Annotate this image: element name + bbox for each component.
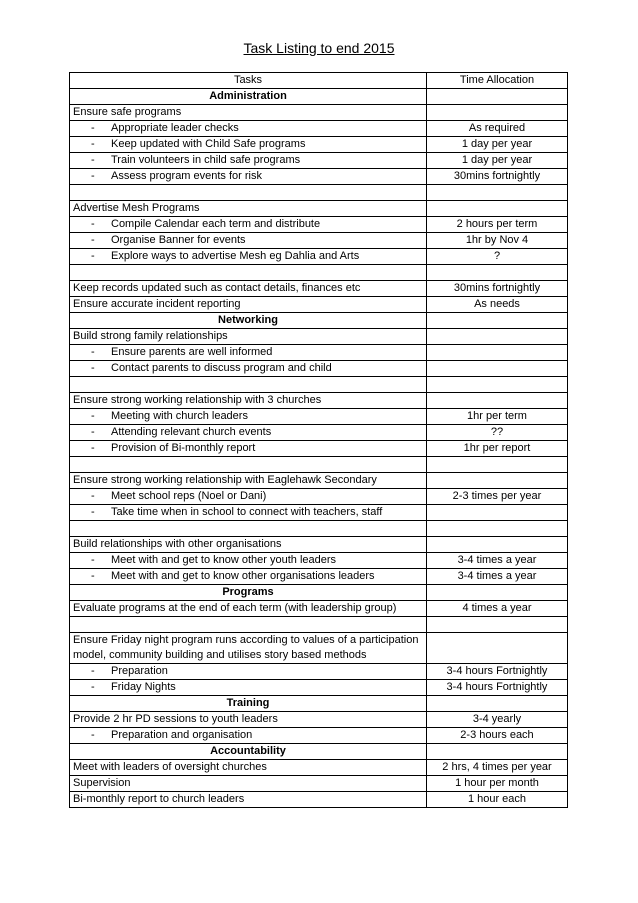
- blank-row: [70, 185, 568, 201]
- time-allocation-cell: [427, 329, 568, 345]
- task-cell: Supervision: [70, 776, 427, 792]
- time-allocation-cell: [427, 457, 568, 473]
- time-allocation-cell: [427, 377, 568, 393]
- task-cell: [70, 617, 427, 633]
- time-allocation-cell: As needs: [427, 297, 568, 313]
- task-cell: [70, 153, 427, 169]
- bullet-dash: -: [91, 346, 95, 358]
- bullet-dash: -: [91, 234, 95, 246]
- task-cell: [70, 249, 427, 265]
- task-text: Assess program events for risk: [111, 170, 262, 182]
- time-allocation-cell: [427, 537, 568, 553]
- task-text: Take time when in school to connect with teachers, staff: [111, 506, 383, 518]
- task-text: Appropriate leader checks: [111, 122, 239, 134]
- table-row: [70, 153, 568, 169]
- time-allocation-cell: 3-4 yearly: [427, 712, 568, 728]
- task-cell: Evaluate programs at the end of each term (with leadership group): [70, 601, 427, 617]
- time-allocation-cell: 4 times a year: [427, 601, 568, 617]
- section-row: [70, 696, 568, 712]
- section-heading: Training: [70, 696, 427, 712]
- time-allocation-cell: 3-4 times a year: [427, 569, 568, 585]
- table-row: [70, 201, 568, 217]
- task-text: Provision of Bi-monthly report: [111, 442, 256, 454]
- bullet-dash: -: [91, 570, 95, 582]
- table-row: [70, 249, 568, 265]
- table-row: [70, 137, 568, 153]
- table-header-row: [70, 73, 568, 89]
- task-cell: Ensure Friday night program runs according to values of a participation model, community building and utilises story based methods: [70, 633, 427, 664]
- task-text: Attending relevant church events: [111, 426, 272, 438]
- time-allocation-cell: As required: [427, 121, 568, 137]
- task-text: Keep updated with Child Safe programs: [111, 138, 306, 150]
- task-text: Meet school reps (Noel or Dani): [111, 490, 267, 502]
- time-allocation-cell: 1hr per term: [427, 409, 568, 425]
- task-cell: [70, 441, 427, 457]
- time-allocation-cell: 2-3 hours each: [427, 728, 568, 744]
- blank-row: [70, 617, 568, 633]
- table-row: [70, 776, 568, 792]
- time-allocation-cell: [427, 89, 568, 105]
- table-row: [70, 601, 568, 617]
- section-row: [70, 313, 568, 329]
- table-row: [70, 169, 568, 185]
- time-allocation-cell: [427, 313, 568, 329]
- task-cell: [70, 489, 427, 505]
- table-row: [70, 425, 568, 441]
- page-title: Task Listing to end 2015: [243, 40, 395, 56]
- task-text: Meet with and get to know other organisations leaders: [111, 570, 375, 582]
- bullet-dash: -: [91, 170, 95, 182]
- bullet-dash: -: [91, 362, 95, 374]
- time-allocation-cell: [427, 201, 568, 217]
- task-cell: [70, 217, 427, 233]
- bullet-dash: -: [91, 506, 95, 518]
- table-row: [70, 105, 568, 121]
- time-allocation-cell: 30mins fortnightly: [427, 169, 568, 185]
- task-cell: Meet with leaders of oversight churches: [70, 760, 427, 776]
- table-row: [70, 121, 568, 137]
- task-cell: [70, 728, 427, 744]
- time-allocation-cell: ?: [427, 249, 568, 265]
- task-text: Preparation: [111, 665, 168, 677]
- section-heading: Programs: [70, 585, 427, 601]
- bullet-dash: -: [91, 250, 95, 262]
- time-allocation-cell: 2 hrs, 4 times per year: [427, 760, 568, 776]
- time-allocation-cell: [427, 744, 568, 760]
- table-row: [70, 393, 568, 409]
- bullet-dash: -: [91, 138, 95, 150]
- task-text: Train volunteers in child safe programs: [111, 154, 301, 166]
- time-allocation-cell: 2-3 times per year: [427, 489, 568, 505]
- time-allocation-cell: 1 hour each: [427, 792, 568, 808]
- time-allocation-cell: 1 day per year: [427, 153, 568, 169]
- table-row: [70, 505, 568, 521]
- time-allocation-cell: [427, 521, 568, 537]
- time-allocation-cell: 30mins fortnightly: [427, 281, 568, 297]
- table-row: [70, 553, 568, 569]
- table-row: [70, 664, 568, 680]
- bullet-dash: -: [91, 554, 95, 566]
- task-cell: Build strong family relationships: [70, 329, 427, 345]
- time-allocation-cell: 1hr by Nov 4: [427, 233, 568, 249]
- bullet-dash: -: [91, 442, 95, 454]
- time-allocation-cell: 3-4 hours Fortnightly: [427, 680, 568, 696]
- task-text: Ensure parents are well informed: [111, 346, 273, 358]
- time-allocation-cell: 3-4 times a year: [427, 553, 568, 569]
- task-cell: Ensure strong working relationship with 3 churches: [70, 393, 427, 409]
- table-row: [70, 297, 568, 313]
- bullet-dash: -: [91, 426, 95, 438]
- task-text: Meeting with church leaders: [111, 410, 248, 422]
- time-allocation-cell: [427, 345, 568, 361]
- task-text: Compile Calendar each term and distribute: [111, 218, 321, 230]
- table-row: [70, 760, 568, 776]
- task-table: [69, 72, 568, 808]
- header-time-allocation: Time Allocation: [427, 73, 568, 89]
- blank-row: [70, 265, 568, 281]
- time-allocation-cell: [427, 185, 568, 201]
- task-cell: [70, 569, 427, 585]
- table-row: [70, 792, 568, 808]
- task-cell: [70, 361, 427, 377]
- section-row: [70, 89, 568, 105]
- task-cell: [70, 409, 427, 425]
- table-row: [70, 473, 568, 489]
- section-heading: Networking: [70, 313, 427, 329]
- time-allocation-cell: [427, 696, 568, 712]
- task-cell: Bi-monthly report to church leaders: [70, 792, 427, 808]
- time-allocation-cell: [427, 393, 568, 409]
- blank-row: [70, 377, 568, 393]
- time-allocation-cell: 1 hour per month: [427, 776, 568, 792]
- bullet-dash: -: [91, 665, 95, 677]
- task-cell: Ensure accurate incident reporting: [70, 297, 427, 313]
- task-cell: [70, 265, 427, 281]
- task-text: Preparation and organisation: [111, 729, 253, 741]
- task-cell: [70, 680, 427, 696]
- task-cell: [70, 457, 427, 473]
- section-row: [70, 744, 568, 760]
- task-cell: [70, 345, 427, 361]
- time-allocation-cell: [427, 473, 568, 489]
- time-allocation-cell: [427, 105, 568, 121]
- task-cell: Ensure strong working relationship with Eaglehawk Secondary: [70, 473, 427, 489]
- section-row: [70, 585, 568, 601]
- table-row: [70, 633, 568, 664]
- table-row: [70, 728, 568, 744]
- table-row: [70, 569, 568, 585]
- table-row: [70, 712, 568, 728]
- blank-row: [70, 521, 568, 537]
- header-tasks: Tasks: [70, 73, 427, 89]
- time-allocation-cell: 2 hours per term: [427, 217, 568, 233]
- table-row: [70, 409, 568, 425]
- task-cell: Ensure safe programs: [70, 105, 427, 121]
- table-row: [70, 233, 568, 249]
- time-allocation-cell: [427, 617, 568, 633]
- section-heading: Accountability: [70, 744, 427, 760]
- task-text: Meet with and get to know other youth leaders: [111, 554, 337, 566]
- bullet-dash: -: [91, 218, 95, 230]
- time-allocation-cell: [427, 585, 568, 601]
- task-text: Explore ways to advertise Mesh eg Dahlia and Arts: [111, 250, 360, 262]
- time-allocation-cell: ??: [427, 425, 568, 441]
- task-text: Contact parents to discuss program and child: [111, 362, 332, 374]
- task-cell: Provide 2 hr PD sessions to youth leaders: [70, 712, 427, 728]
- time-allocation-cell: [427, 265, 568, 281]
- task-cell: [70, 185, 427, 201]
- task-cell: [70, 233, 427, 249]
- task-cell: [70, 169, 427, 185]
- section-heading: Administration: [70, 89, 427, 105]
- bullet-dash: -: [91, 122, 95, 134]
- task-cell: [70, 521, 427, 537]
- time-allocation-cell: [427, 505, 568, 521]
- bullet-dash: -: [91, 410, 95, 422]
- task-cell: [70, 137, 427, 153]
- task-cell: Keep records updated such as contact details, finances etc: [70, 281, 427, 297]
- time-allocation-cell: 1 day per year: [427, 137, 568, 153]
- time-allocation-cell: 1hr per report: [427, 441, 568, 457]
- time-allocation-cell: 3-4 hours Fortnightly: [427, 664, 568, 680]
- time-allocation-cell: [427, 633, 568, 664]
- blank-row: [70, 457, 568, 473]
- task-text: Organise Banner for events: [111, 234, 246, 246]
- table-row: [70, 281, 568, 297]
- table-row: [70, 361, 568, 377]
- bullet-dash: -: [91, 681, 95, 693]
- table-row: [70, 345, 568, 361]
- task-text: Friday Nights: [111, 681, 176, 693]
- bullet-dash: -: [91, 729, 95, 741]
- table-row: [70, 537, 568, 553]
- task-cell: [70, 425, 427, 441]
- table-row: [70, 489, 568, 505]
- bullet-dash: -: [91, 154, 95, 166]
- task-cell: Advertise Mesh Programs: [70, 201, 427, 217]
- table-row: [70, 329, 568, 345]
- table-row: [70, 441, 568, 457]
- task-cell: [70, 505, 427, 521]
- task-cell: [70, 121, 427, 137]
- table-row: [70, 680, 568, 696]
- bullet-dash: -: [91, 490, 95, 502]
- task-cell: [70, 553, 427, 569]
- task-cell: [70, 664, 427, 680]
- task-cell: Build relationships with other organisations: [70, 537, 427, 553]
- table-row: [70, 217, 568, 233]
- time-allocation-cell: [427, 361, 568, 377]
- task-cell: [70, 377, 427, 393]
